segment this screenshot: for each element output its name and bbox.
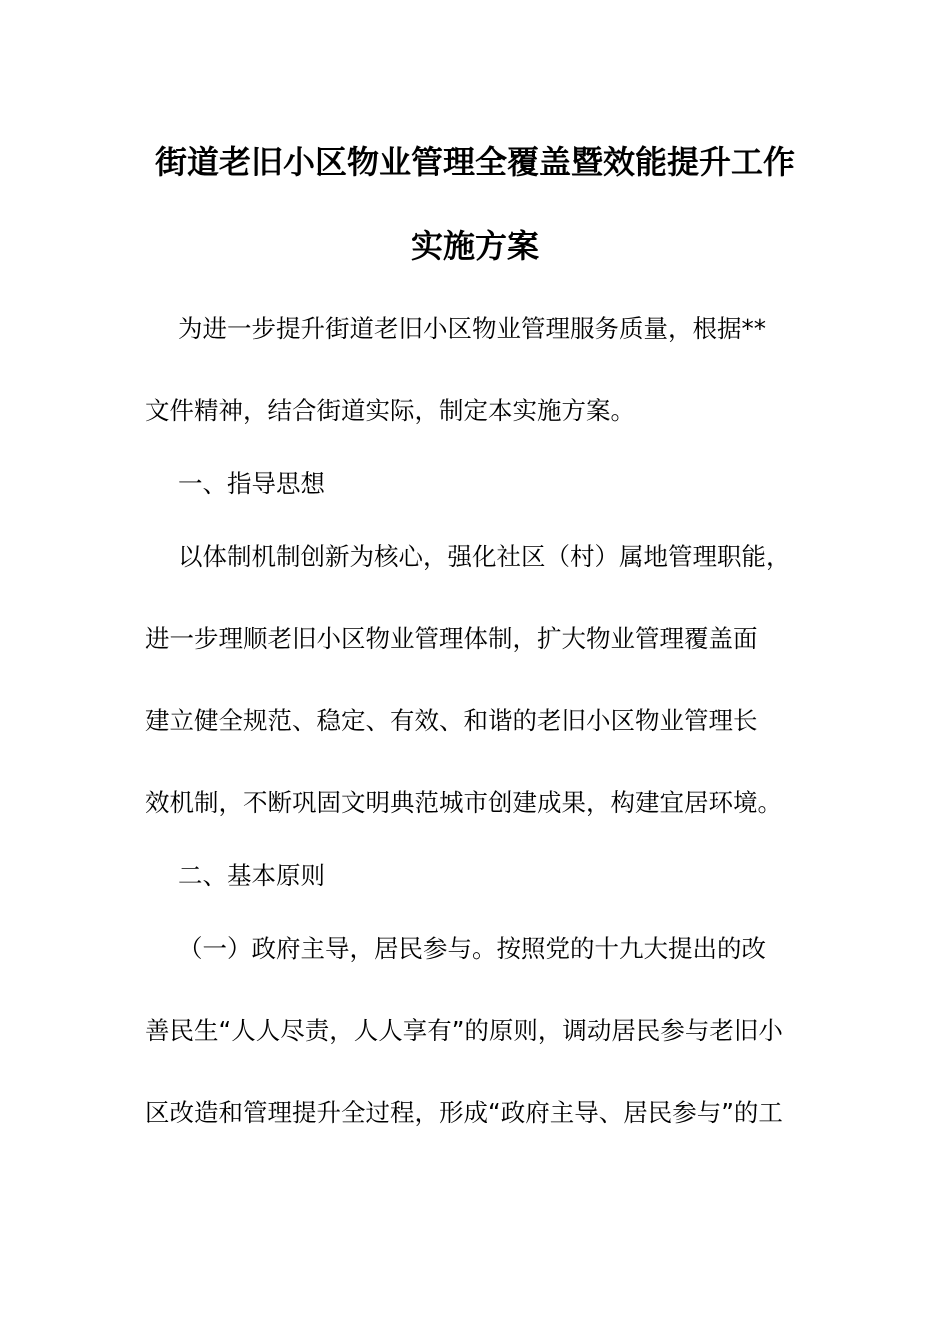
guiding-paragraph-line-1: 以体制机制创新为核心，强化社区（村）属地管理职能， [178, 542, 791, 571]
guiding-paragraph-line-2: 进一步理顺老旧小区物业管理体制，扩大物业管理覆盖面 [145, 624, 758, 653]
guiding-paragraph-line-4: 效机制，不断巩固文明典范城市创建成果，构建宜居环境。 [145, 788, 782, 817]
section-heading-guiding-thought: 一、指导思想 [178, 469, 325, 498]
intro-paragraph-line-1: 为进一步提升街道老旧小区物业管理服务质量，根据** [178, 314, 766, 343]
principle-paragraph-line-3: 区改造和管理提升全过程，形成“政府主导、居民参与”的工 [145, 1098, 783, 1127]
section-heading-basic-principles: 二、基本原则 [178, 861, 325, 890]
intro-paragraph-line-2: 文件精神，结合街道实际，制定本实施方案。 [145, 396, 635, 425]
principle-paragraph-line-2: 善民生“人人尽责，人人享有”的原则，调动居民参与老旧小 [145, 1016, 783, 1045]
guiding-paragraph-line-3: 建立健全规范、稳定、有效、和谐的老旧小区物业管理长 [145, 706, 758, 735]
document-title-line-2: 实施方案 [410, 227, 539, 265]
document-title-line-1: 街道老旧小区物业管理全覆盖暨效能提升工作 [154, 143, 795, 181]
principle-paragraph-line-1: （一）政府主导，居民参与。按照党的十九大提出的改 [178, 934, 766, 963]
